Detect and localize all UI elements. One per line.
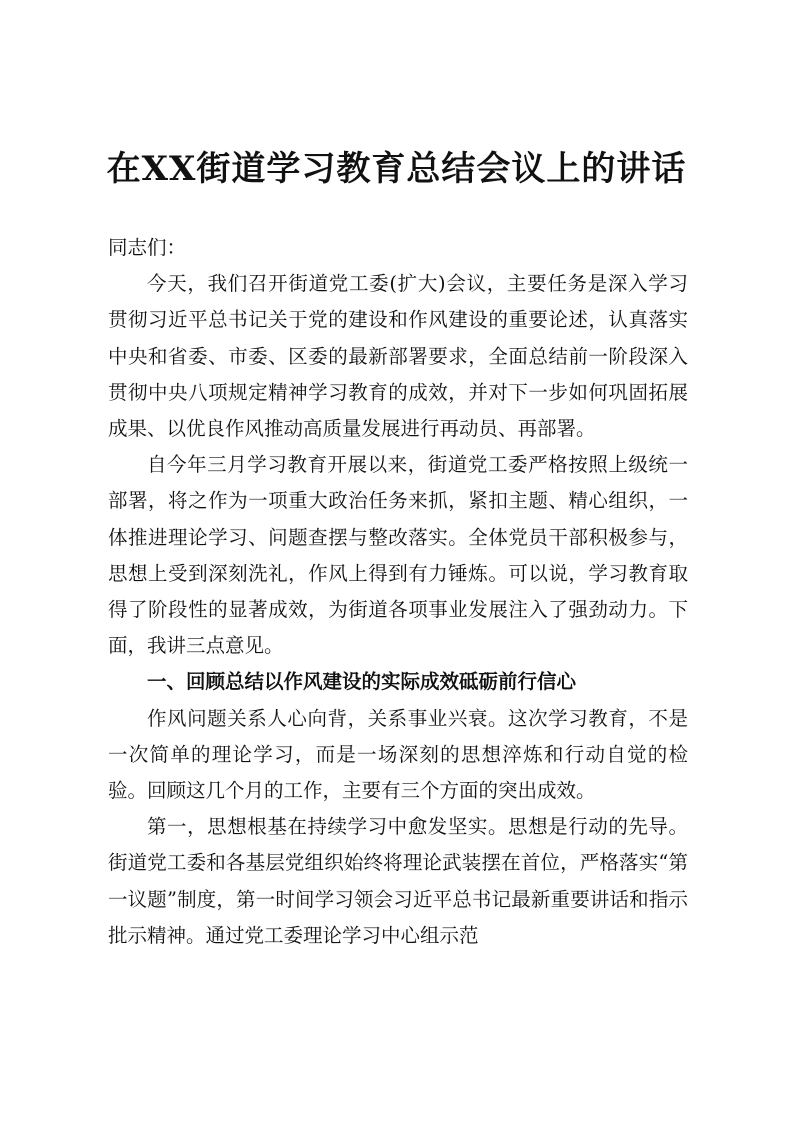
document-title: 在XX街道学习教育总结会议上的讲话 [106, 149, 687, 189]
salutation: 同志们： [108, 236, 187, 259]
paragraph: 今天，我们召开街道党工委(扩大)会议，主要任务是深入学习贯彻习近平总书记关于党的建设和作风建设的重要论述，认真落实中央和省委、市委、区委的最新部署要求，全面总结前一阶段深入贯彻中央八项规定精神学习教育的成效，并对下一步如何巩固拓展成果、以优良作风推动高质量发展进行再动员、再部署。 [108, 272, 688, 441]
paragraph: 自今年三月学习教育开展以来，街道党工委严格按照上级统一部署，将之作为一项重大政治任务来抓，紧扣主题、精心组织，一体推进理论学习、问题查摆与整改落实。全体党员干部积极参与，思想上受到深刻洗礼，作风上得到有力锤炼。可以说，学习教育取得了阶段性的显著成效，为街道各项事业发展注入了强劲动力。下面，我讲三点意见。 [108, 453, 688, 658]
paragraph: 作风问题关系人心向背，关系事业兴衰。这次学习教育，不是一次简单的理论学习，而是一场深刻的思想淬炼和行动自觉的检验。回顾这几个月的工作，主要有三个方面的突出成效。 [108, 706, 688, 803]
document-body [108, 230, 688, 954]
section-heading: 一、回顾总结以作风建设的实际成效砥砺前行信心 [147, 670, 577, 694]
paragraph: 第一，思想根基在持续学习中愈发坚实。思想是行动的先导。街道党工委和各基层党组织始终将理论武装摆在首位，严格落实“第一议题”制度，第一时间学习领会习近平总书记最新重要讲话和指示批示精神。通过党工委理论学习中心组示范 [108, 815, 688, 947]
